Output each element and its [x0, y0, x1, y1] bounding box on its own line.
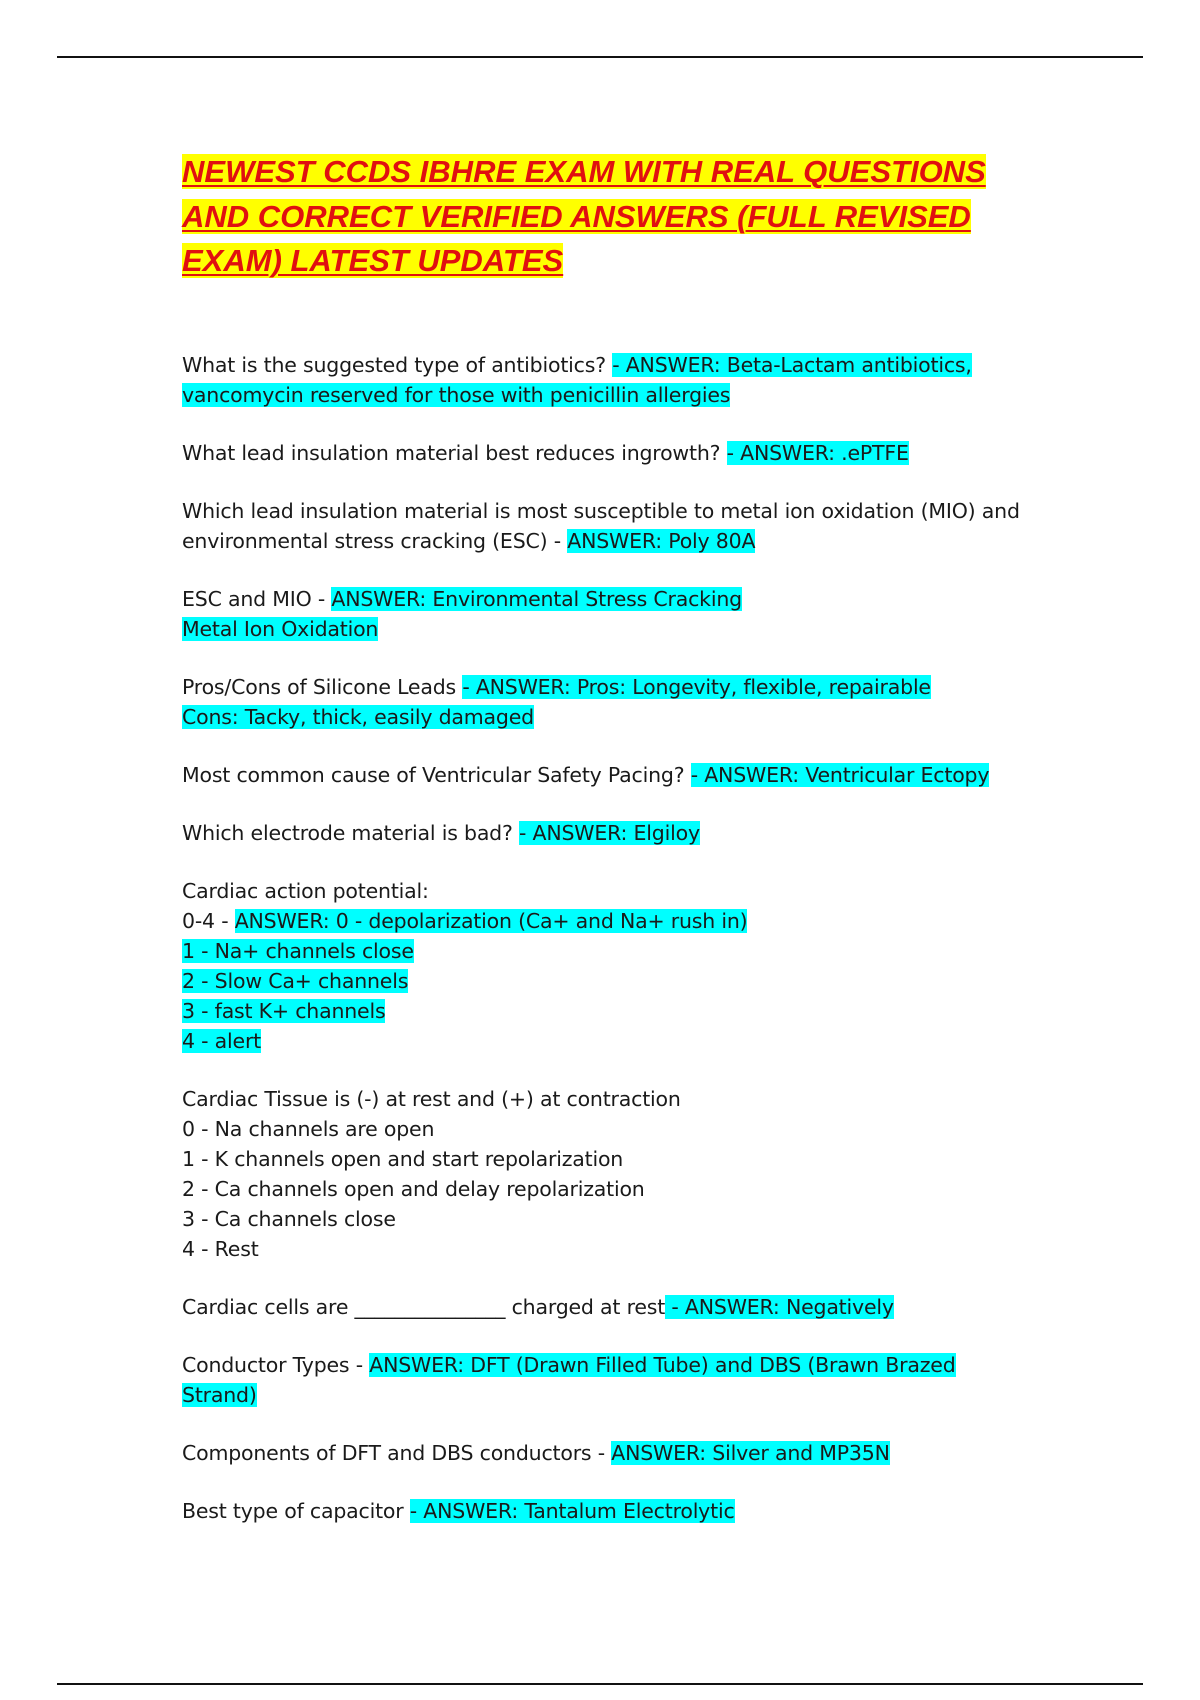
title-line: AND CORRECT VERIFIED ANSWERS (FULL REVISED	[182, 198, 971, 234]
qa-line	[182, 614, 1042, 644]
qa-line	[182, 818, 1042, 848]
answer-text: ANSWER: DFT (Drawn Filled Tube) and DBS (Brawn Brazed	[369, 1352, 956, 1377]
qa-line	[182, 936, 1042, 966]
qa-item	[182, 1496, 1042, 1526]
qa-item	[182, 1292, 1042, 1322]
question-text: Components of DFT and DBS conductors -	[182, 1440, 612, 1465]
qa-line	[182, 1026, 1042, 1056]
question-text: Which electrode material is bad?	[182, 820, 519, 845]
qa-line	[182, 876, 1042, 906]
question-text: Cardiac cells are _______________ charged at rest	[182, 1294, 666, 1319]
qa-item	[182, 496, 1042, 556]
qa-item	[182, 760, 1042, 790]
qa-line	[182, 438, 1042, 468]
qa-line: 2 - Ca channels open and delay repolarization	[182, 1176, 645, 1201]
answer-text: - ANSWER: .ePTFE	[726, 440, 909, 465]
answer-text: - ANSWER: Beta-Lactam antibiotics,	[612, 352, 972, 377]
qa-line: 0 - Na channels are open	[182, 1116, 435, 1141]
question-text: ESC and MIO -	[182, 586, 332, 611]
answer-text: Strand)	[182, 1382, 257, 1407]
answer-text: ANSWER: Poly 80A	[567, 528, 756, 553]
document-title	[182, 150, 1042, 284]
question-text: Pros/Cons of Silicone Leads	[182, 674, 463, 699]
answer-text: vancomycin reserved for those with penicillin allergies	[182, 382, 731, 407]
qa-line	[182, 1292, 1042, 1322]
qa-item	[182, 584, 1042, 644]
qa-line: 4 - Rest	[182, 1236, 259, 1261]
qa-line	[182, 1350, 1042, 1380]
qa-item	[182, 1438, 1042, 1468]
qa-line	[182, 996, 1042, 1026]
question-text: Which lead insulation material is most susceptible to metal ion oxidation (MIO) and	[182, 498, 1020, 523]
qa-line	[182, 672, 1042, 702]
answer-text: 4 - alert	[182, 1028, 262, 1053]
qa-line	[182, 1496, 1042, 1526]
answer-text: Metal Ion Oxidation	[182, 616, 379, 641]
qa-line: Cardiac Tissue is (-) at rest and (+) at contraction	[182, 1086, 681, 1111]
answer-text: - ANSWER: Negatively	[665, 1294, 894, 1319]
qa-item	[182, 350, 1042, 410]
answer-text: 1 - Na+ channels close	[182, 938, 414, 963]
qa-line: 3 - Ca channels close	[182, 1206, 396, 1231]
question-text: What lead insulation material best reduces ingrowth?	[182, 440, 727, 465]
qa-line	[182, 496, 1042, 526]
question-text: Most common cause of Ventricular Safety Pacing?	[182, 762, 691, 787]
qa-item	[182, 1084, 1042, 1264]
qa-item	[182, 672, 1042, 732]
qa-line	[182, 760, 1042, 790]
qa-line	[182, 584, 1042, 614]
question-text: Best type of capacitor	[182, 1498, 410, 1523]
qa-line	[182, 1380, 1042, 1410]
qa-line	[182, 526, 1042, 556]
answer-text: - ANSWER: Tantalum Electrolytic	[409, 1498, 735, 1523]
top-rule	[57, 56, 1143, 58]
title-line: NEWEST CCDS IBHRE EXAM WITH REAL QUESTIONS	[182, 154, 986, 189]
qa-item	[182, 1350, 1042, 1410]
qa-line	[182, 380, 1042, 410]
qa-line	[182, 906, 1042, 936]
answer-text: ANSWER: 0 - depolarization (Ca+ and Na+ rush in)	[234, 908, 748, 933]
qa-line	[182, 350, 1042, 380]
answer-text: Cons: Tacky, thick, easily damaged	[182, 704, 534, 729]
question-text: What is the suggested type of antibiotics?	[182, 352, 613, 377]
qa-item	[182, 876, 1042, 1056]
answer-text: - ANSWER: Elgiloy	[519, 820, 700, 845]
qa-line	[182, 702, 1042, 732]
question-text: environmental stress cracking (ESC) -	[182, 528, 568, 553]
answer-text: - ANSWER: Pros: Longevity, flexible, repairable	[462, 674, 931, 699]
answer-text: 3 - fast K+ channels	[182, 998, 386, 1023]
qa-line	[182, 966, 1042, 996]
qa-line: 1 - K channels open and start repolarization	[182, 1146, 624, 1171]
title-line: EXAM) LATEST UPDATES	[182, 243, 564, 278]
answer-text: ANSWER: Environmental Stress Cracking	[331, 586, 742, 611]
question-text: 0-4 -	[182, 908, 235, 933]
answer-text: 2 - Slow Ca+ channels	[182, 968, 409, 993]
qa-line	[182, 1438, 1042, 1468]
qa-item	[182, 818, 1042, 848]
answer-text: - ANSWER: Ventricular Ectopy	[690, 762, 990, 787]
question-text: Conductor Types -	[182, 1352, 370, 1377]
qa-item	[182, 438, 1042, 468]
answer-text: ANSWER: Silver and MP35N	[611, 1440, 890, 1465]
bottom-rule	[57, 1683, 1143, 1685]
document-body	[182, 150, 1042, 1554]
question-text: Cardiac action potential:	[182, 878, 429, 903]
